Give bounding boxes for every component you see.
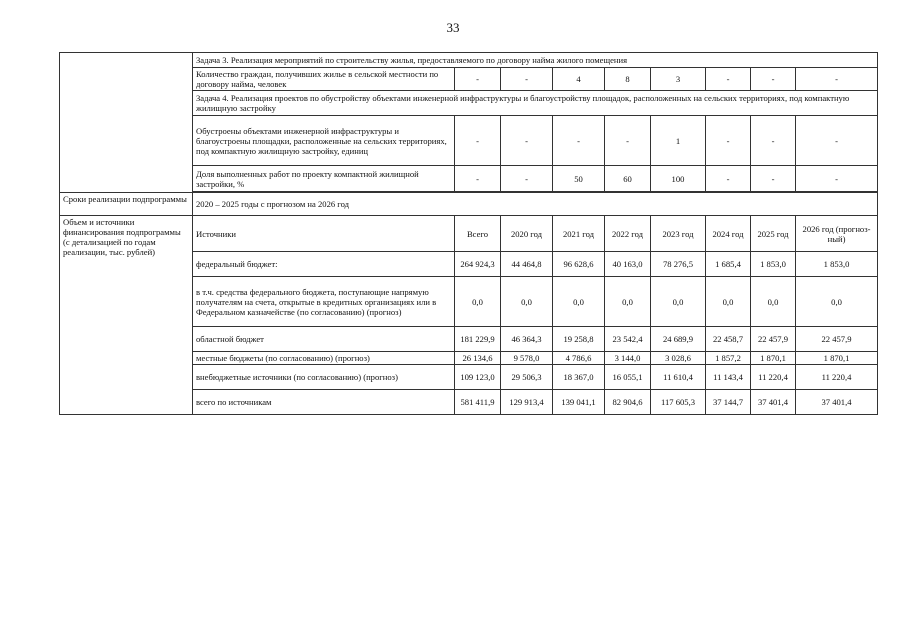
financing-value: 29 506,3: [501, 365, 553, 390]
financing-source: внебюджетные источники (по согласованию) (прогноз): [193, 365, 455, 390]
financing-value: 0,0: [553, 277, 605, 327]
financing-value: 82 904,6: [605, 390, 651, 415]
task3-value: -: [501, 68, 553, 91]
financing-header-year: 2020 год: [501, 216, 553, 252]
financing-source: местные бюджеты (по согласованию) (прогноз): [193, 352, 455, 365]
financing-header-year: 2023 год: [651, 216, 706, 252]
task4-value1: -: [455, 116, 501, 166]
financing-header-year: 2022 год: [605, 216, 651, 252]
financing-value: 4 786,6: [553, 352, 605, 365]
financing-value: 139 041,1: [553, 390, 605, 415]
task4-value2: 60: [605, 166, 651, 192]
task4-value2: -: [796, 166, 878, 192]
financing-value: 26 134,6: [455, 352, 501, 365]
task4-indicator1: Обустроены объектами инженерной инфраструктуры и благоустроены площадки, расположенные на сельских территориях, под компактную жилищную застройку, единиц: [193, 116, 455, 166]
financing-value: 3 144,0: [605, 352, 651, 365]
financing-value: 0,0: [651, 277, 706, 327]
financing-label: Объем и источники финансирования подпрограммы (с детализацией по годам реализации, тыс. рублей): [60, 216, 193, 415]
subprogram-passport-table: [59, 52, 878, 415]
financing-value: 0,0: [605, 277, 651, 327]
financing-value: 46 364,3: [501, 327, 553, 352]
task3-value: -: [706, 68, 751, 91]
task3-value: -: [751, 68, 796, 91]
financing-value: 37 144,7: [706, 390, 751, 415]
task3-value: 3: [651, 68, 706, 91]
blank-label-cell: [60, 53, 193, 193]
timing-value: 2020 – 2025 годы с прогнозом на 2026 год: [193, 193, 878, 216]
financing-header-year: 2024 год: [706, 216, 751, 252]
financing-value: 181 229,9: [455, 327, 501, 352]
financing-value: 22 458,7: [706, 327, 751, 352]
financing-value: 117 605,3: [651, 390, 706, 415]
financing-value: 581 411,9: [455, 390, 501, 415]
financing-value: 0,0: [501, 277, 553, 327]
financing-value: 96 628,6: [553, 252, 605, 277]
financing-value: 1 853,0: [751, 252, 796, 277]
task4-value1: -: [706, 116, 751, 166]
task4-value1: -: [605, 116, 651, 166]
task3-value: -: [796, 68, 878, 91]
task4-title: Задача 4. Реализация проектов по обустройству объектами инженерной инфраструктуры и благоустройству площадок, расположенных на сельских территориях, под компактную жилищную застройку: [193, 91, 878, 116]
task4-value2: -: [706, 166, 751, 192]
financing-value: 1 870,1: [796, 352, 878, 365]
financing-value: 11 220,4: [796, 365, 878, 390]
financing-value: 1 857,2: [706, 352, 751, 365]
financing-value: 0,0: [455, 277, 501, 327]
timing-row: [60, 193, 878, 216]
task4-value1: -: [796, 116, 878, 166]
financing-value: 22 457,9: [751, 327, 796, 352]
financing-value: 109 123,0: [455, 365, 501, 390]
financing-value: 264 924,3: [455, 252, 501, 277]
task4-value2: -: [455, 166, 501, 192]
financing-header-year: 2025 год: [751, 216, 796, 252]
financing-header-total: Всего: [455, 216, 501, 252]
financing-value: 129 913,4: [501, 390, 553, 415]
financing-value: 11 220,4: [751, 365, 796, 390]
financing-value: 23 542,4: [605, 327, 651, 352]
financing-source: федеральный бюджет:: [193, 252, 455, 277]
task4-value2: -: [501, 166, 553, 192]
task4-value1: -: [751, 116, 796, 166]
task3-title: Задача 3. Реализация мероприятий по строительству жилья, предоставляемого по договору найма жилого помещения: [193, 53, 878, 68]
financing-value: 18 367,0: [553, 365, 605, 390]
financing-source: всего по источникам: [193, 390, 455, 415]
task4-value2: 100: [651, 166, 706, 192]
financing-source: в т.ч. средства федерального бюджета, поступающие напрямую получателям на счета, открытые в кредитных организациях или в Федеральном казначействе (по согласованию) (прогноз): [193, 277, 455, 327]
financing-value: 24 689,9: [651, 327, 706, 352]
financing-source: областной бюджет: [193, 327, 455, 352]
financing-header-year: 2021 год: [553, 216, 605, 252]
task3-value: 4: [553, 68, 605, 91]
task3-value: -: [455, 68, 501, 91]
timing-label: Сроки реализации подпрограммы: [60, 193, 193, 216]
financing-value: 3 028,6: [651, 352, 706, 365]
task3-value: 8: [605, 68, 651, 91]
task4-value1: -: [553, 116, 605, 166]
financing-value: 0,0: [796, 277, 878, 327]
task4-value1: -: [501, 116, 553, 166]
financing-value: 40 163,0: [605, 252, 651, 277]
financing-value: 37 401,4: [796, 390, 878, 415]
financing-value: 44 464,8: [501, 252, 553, 277]
task4-value2: 50: [553, 166, 605, 192]
financing-value: 22 457,9: [796, 327, 878, 352]
task4-value2: -: [751, 166, 796, 192]
financing-value: 1 853,0: [796, 252, 878, 277]
task3-title-row: [60, 53, 878, 68]
financing-value: 16 055,1: [605, 365, 651, 390]
financing-value: 11 610,4: [651, 365, 706, 390]
financing-value: 37 401,4: [751, 390, 796, 415]
financing-header-sources: Источники: [193, 216, 455, 252]
financing-value: 1 685,4: [706, 252, 751, 277]
financing-header-row: [60, 216, 878, 252]
task4-indicator2: Доля выполненных работ по проекту компактной жилищной застройки, %: [193, 166, 455, 192]
task3-indicator: Количество граждан, получивших жилье в сельской местности по договору найма, человек: [193, 68, 455, 91]
financing-value: 19 258,8: [553, 327, 605, 352]
financing-value: 78 276,5: [651, 252, 706, 277]
financing-value: 1 870,1: [751, 352, 796, 365]
financing-value: 11 143,4: [706, 365, 751, 390]
financing-value: 9 578,0: [501, 352, 553, 365]
page-number: 33: [446, 20, 460, 35]
financing-value: 0,0: [751, 277, 796, 327]
financing-header-year: 2026 год (прогноз-ный): [796, 216, 878, 252]
task4-value1: 1: [651, 116, 706, 166]
financing-value: 0,0: [706, 277, 751, 327]
